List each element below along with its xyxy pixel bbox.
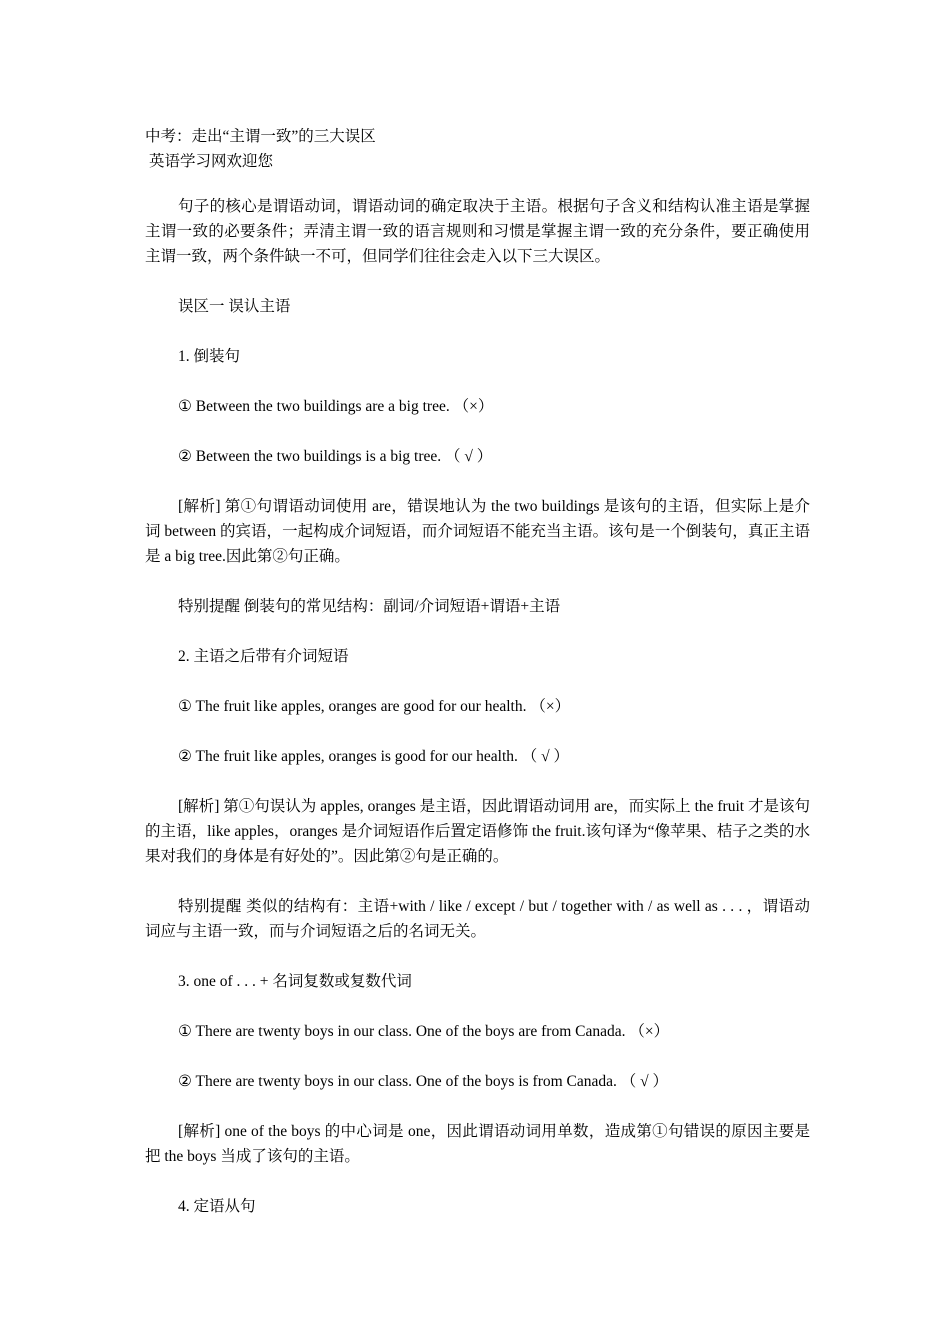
- document-page: [145, 124, 810, 1219]
- wrong-example: ① Between the two buildings are a big tree. （×）: [178, 398, 494, 415]
- tip-paragraph: 特别提醒 类似的结构有：主语+with / like / except / but / together with / as well as . . . ，谓语动词应与主语一致，而与介词短语之后的名词无关。: [145, 898, 810, 940]
- item-heading: 3. one of . . . + 名词复数或复数代词: [178, 973, 412, 990]
- analysis-paragraph: [解析] one of the boys 的中心词是 one，因此谓语动词用单数，造成第①句错误的原因主要是把 the boys 当成了该句的主语。: [145, 1123, 810, 1165]
- document-title: 中考：走出“主谓一致”的三大误区: [145, 128, 376, 145]
- item-heading: 4. 定语从句: [178, 1198, 256, 1215]
- item-heading: 1. 倒装句: [178, 348, 241, 365]
- section-heading: 误区一 误认主语: [178, 298, 291, 315]
- wrong-example: ① There are twenty boys in our class. One of the boys are from Canada. （×）: [178, 1023, 670, 1040]
- right-example: ② Between the two buildings is a big tree. （ √ ）: [178, 448, 493, 465]
- right-example: ② The fruit like apples, oranges is good for our health. （ √ ）: [178, 748, 570, 765]
- right-example: ② There are twenty boys in our class. One of the boys is from Canada. （ √ ）: [178, 1073, 669, 1090]
- tip-paragraph: 特别提醒 倒装句的常见结构：副词/介词短语+谓语+主语: [178, 598, 561, 615]
- item-heading: 2. 主语之后带有介词短语: [178, 648, 349, 665]
- document-subtitle: 英语学习网欢迎您: [149, 153, 274, 170]
- intro-paragraph: 句子的核心是谓语动词，谓语动词的确定取决于主语。根据句子含义和结构认准主语是掌握主谓一致的必要条件；弄清主谓一致的语言规则和习惯是掌握主谓一致的充分条件，要正确使用主谓一致，两个条件缺一不可，但同学们往往会走入以下三大误区。: [145, 198, 810, 265]
- analysis-paragraph: [解析] 第①句谓语动词使用 are，错误地认为 the two buildings 是该句的主语，但实际上是介词 between 的宾语，一起构成介词短语，而介词短语不能充当主语。该句是一个倒装句，真正主语是 a big tree.因此第②句正确。: [145, 498, 810, 565]
- analysis-paragraph: [解析] 第①句误认为 apples, oranges 是主语，因此谓语动词用 are，而实际上 the fruit 才是该句的主语，like apples，oranges 是介词短语作后置定语修饰 the fruit.该句译为“像苹果、桔子之类的水果对我们的身体是有好处的”。因此第②句是正确的。: [145, 798, 810, 865]
- wrong-example: ① The fruit like apples, oranges are good for our health. （×）: [178, 698, 571, 715]
